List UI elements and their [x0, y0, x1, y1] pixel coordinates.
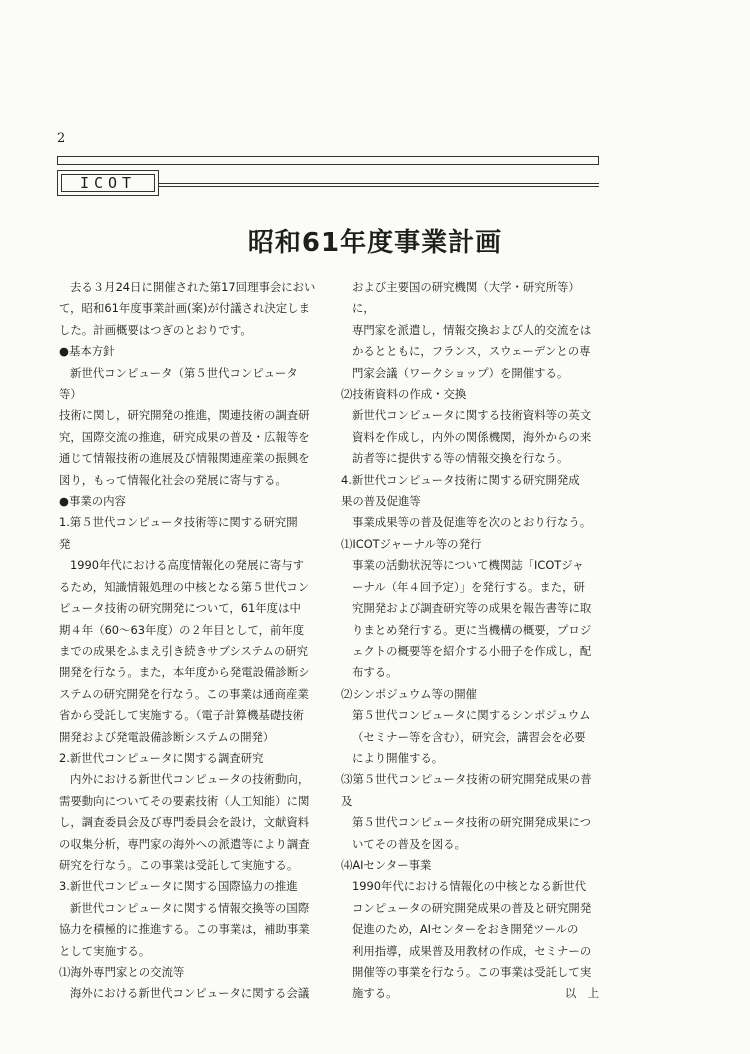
paragraph: および主要国の研究機関（大学・研究所等）に， 専門家を派遣し，情報交換および人的交流をは かるとともに，フランス，スウェーデンとの専 門家会議（ワークショップ）を開催する。 — [352, 280, 592, 380]
closing-text: 施する。 — [352, 986, 398, 1001]
paragraph: 4.新世代コンピュータ技術に関する研究開発成 果の普及促進等 — [341, 472, 580, 509]
page-title: 昭和61年度事業計画 — [247, 228, 503, 258]
paragraph: 1990年代における情報化の中核となる新世代 コンピュータの研究開発成果の普及と研究開発 促進のため，AIセンターをおき開発ツールの 利用指導，成果普及用教材の作成，セミナーの 開催等の事業を行なう。この事業は受託して実 — [352, 879, 592, 979]
paragraph: ⑴ICOTジャーナル等の発行 — [341, 536, 482, 551]
banner-low-rule — [157, 183, 599, 184]
paragraph: 海外における新世代コンピュータに関する会議 — [70, 986, 310, 1001]
paragraph: 1990年代における高度情報化の発展に寄与す るため，知識情報処理の中核となる第５世代コン ピュータ技術の研究開発について，61年度は中 期４年（60～63年度）の２年目として，前年度 までの成果をふまえ引き続きサブシステムの研究 開発を行なう。また，本年度から発電設備診断シ ステムの研究開発を行なう。この事業は通商産業 省から受託して実施する。（電子計算機基礎技術 開発および発電設備診断システムの開発） — [59, 558, 310, 744]
paragraph: 去る３月24日に開催された第17回理事会におい て，昭和61年度事業計画(案)が付議され決定しま した。計画概要はつぎのとおりです。 — [59, 280, 316, 337]
section-banner — [57, 156, 599, 192]
banner-top-rule — [57, 156, 599, 164]
paragraph: ⑵シンポジュウム等の開催 — [341, 686, 478, 701]
paragraph: ⑷AIセンター事業 — [341, 857, 432, 872]
paragraph: ⑶第５世代コンピュータ技術の研究開発成果の普 及 — [341, 772, 592, 808]
paragraph: 第５世代コンピュータに関するシンポジュウム （セミナー等を含む），研究会，講習会を必要 により開催する。 — [352, 708, 591, 765]
left-column — [59, 277, 317, 1005]
paragraph: ⑴海外専門家との交流等 — [59, 965, 185, 979]
paragraph: 事業の活動状況等について機関誌「ICOTジャ ーナル（年４回予定）」を発行する。また，研 究開発および調査研究等の成果を報告書等に取 りまとめ発行する。更に当機構の概要，プロジ ェクトの概要等を紹介する小冊子を作成し，配 布する。 — [352, 558, 592, 680]
banner-tab — [57, 170, 159, 196]
paragraph: 1.第５世代コンピュータ技術等に関する研究開 発 — [59, 515, 298, 551]
paragraph: 事業成果等の普及促進等を次のとおり行なう。 — [352, 515, 592, 530]
paragraph: 2.新世代コンピュータに関する調査研究 — [59, 750, 264, 765]
banner-label: ICOT — [61, 174, 155, 192]
paragraph: ⑵技術資料の作成・交換 — [341, 387, 467, 402]
right-column — [341, 277, 599, 1005]
paragraph: 新世代コンピュータ（第５世代コンピュータ等） 技術に関し，研究開発の推進，関連技術の調査研 究，国際交流の推進，研究成果の普及・広報等を 通じて情報技術の進展及び情報関連産業の振興を 図り，もって情報化社会の発展に寄与する。 — [59, 365, 310, 487]
end-mark: 以 上 — [564, 986, 599, 1001]
closing-line — [341, 983, 599, 1004]
paragraph: 新世代コンピュータに関する情報交換等の国際 協力を積極的に推進する。この事業は，補助事業 として実施する。 — [59, 900, 310, 958]
paragraph: 新世代コンピュータに関する技術資料等の英文 資料を作成し，内外の関係機関，海外からの来 訪者等に提供する等の情報交換を行なう。 — [352, 408, 592, 466]
paragraph: ●事業の内容 — [59, 494, 126, 509]
paragraph: ●基本方針 — [59, 344, 115, 359]
paragraph: 3.新世代コンピュータに関する国際協力の推進 — [59, 879, 298, 894]
banner-low-rule-2 — [157, 186, 599, 187]
page-number: 2 — [57, 131, 66, 146]
paragraph: 第５世代コンピュータ技術の研究開発成果につ いてその普及を図る。 — [352, 815, 591, 851]
banner-mid-rule — [57, 164, 599, 165]
paragraph: 内外における新世代コンピュータの技術動向， 需要動向についてその要素技術（人工知能）に関 し，調査委員会及び専門委員会を設け，文献資料 の収集分析，専門家の海外への派遣等により調査 研究を行なう。この事業は受託して実施する。 — [59, 772, 310, 872]
